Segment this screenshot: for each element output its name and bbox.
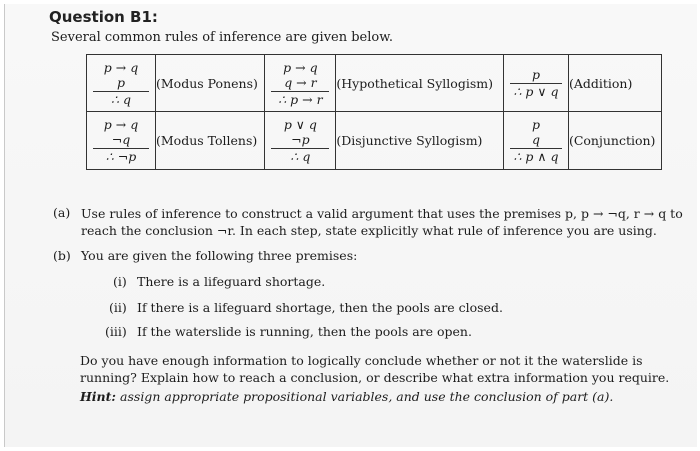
hint-label: Hint: <box>80 389 117 404</box>
premise-i: (i) There is a lifeguard shortage. <box>113 274 326 289</box>
question-title: Question B1: <box>49 8 158 26</box>
premise-iii: (iii) If the waterslide is running, then the pools are open. <box>105 324 472 339</box>
modus-ponens-formula: p → q p ∴ q <box>87 55 156 112</box>
conjunction-name: (Conjunction) <box>568 112 661 170</box>
part-b-hint <box>80 388 692 405</box>
hypothetical-syllogism-formula: p → q q → r ∴ p → r <box>265 55 336 112</box>
hypothetical-syllogism-name: (Hypothetical Syllogism) <box>336 55 504 112</box>
modus-tollens-formula: p → q ¬q ∴ ¬p <box>87 112 156 170</box>
part-b-label: (b) <box>53 248 71 263</box>
disjunctive-syllogism-name: (Disjunctive Syllogism) <box>336 112 504 170</box>
question-card <box>4 4 697 447</box>
hint-text: assign appropriate propositional variables, and use the conclusion of part (a). <box>120 389 614 404</box>
part-a-label: (a) <box>53 205 71 220</box>
modus-tollens-name: (Modus Tollens) <box>156 112 265 170</box>
modus-ponens-name: (Modus Ponens) <box>156 55 265 112</box>
question-intro: Several common rules of inference are given below. <box>51 30 393 45</box>
part-b-text: You are given the following three premises: <box>81 248 358 263</box>
part-b-question: Do you have enough information to logically conclude whether or not it the waterslide is running? Explain how to reach a conclusion, or describe what extra information you require. <box>80 353 670 385</box>
inference-rules-table <box>86 54 662 170</box>
premise-ii: (ii) If there is a lifeguard shortage, then the pools are closed. <box>109 300 503 315</box>
addition-name: (Addition) <box>568 55 661 112</box>
conjunction-formula: p q ∴ p ∧ q <box>503 112 568 170</box>
addition-formula: p ∴ p ∨ q <box>503 55 568 112</box>
disjunctive-syllogism-formula: p ∨ q ¬p ∴ q <box>265 112 336 170</box>
part-a-text: Use rules of inference to construct a valid argument that uses the premises p, p → ¬q, r → q to reach the conclusion ¬r. In each step, state explicitly what rule of inference you are using. <box>81 206 683 238</box>
